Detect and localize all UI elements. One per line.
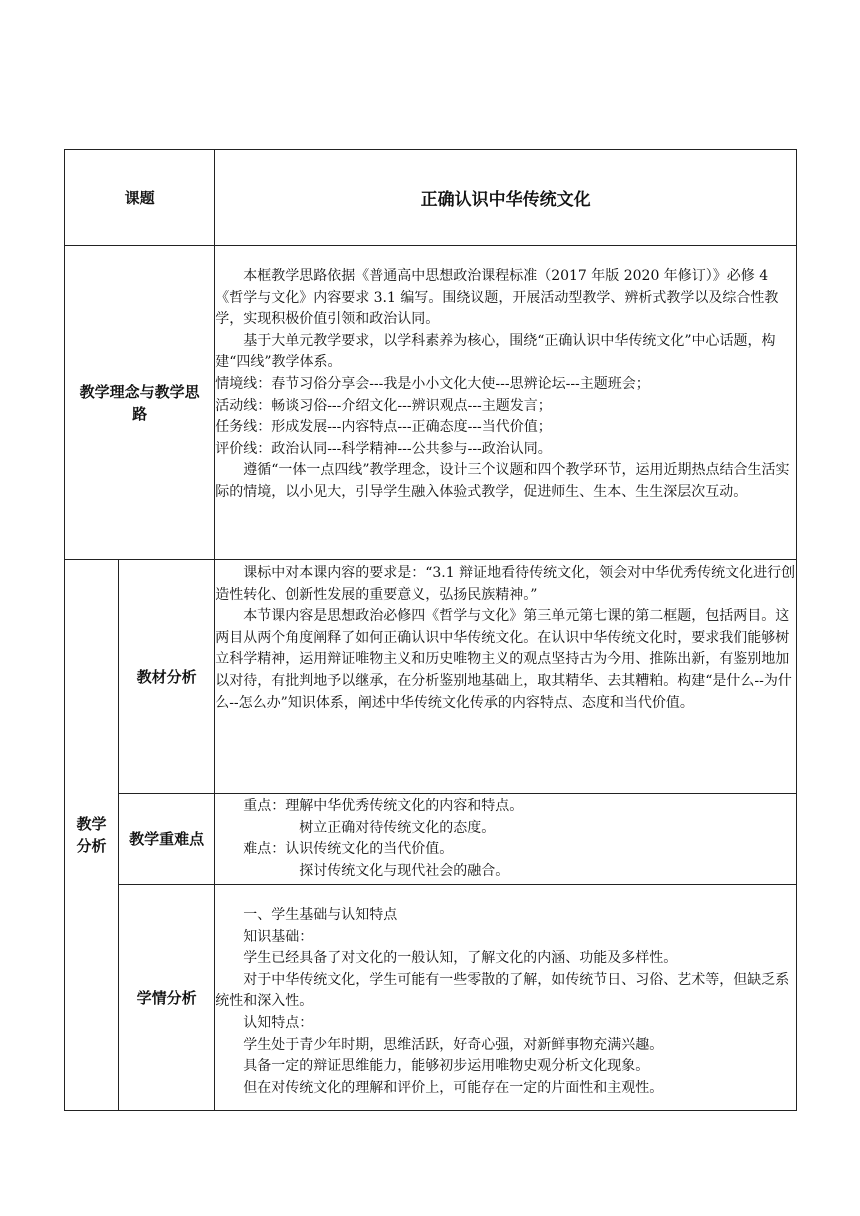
students-paragraph: 学生处于青少年时期，思维活跃，好奇心强，对新鲜事物充满兴趣。 [243, 1036, 664, 1053]
concept-line: 评价线：政治认同---科学精神---公共参与---政治认同。 [215, 440, 552, 457]
students-row [65, 885, 797, 1111]
concept-row [65, 246, 797, 560]
students-paragraph: 学生已经具备了对文化的一般认知，了解文化的内涵、功能及多样性。 [243, 950, 678, 967]
concept-paragraph: 遵循“一体一点四线”教学理念，设计三个议题和四个教学环节，运用近期热点结合生活实际的情境，以小见大，引导学生融入体验式教学，促进师生、生本、生生深层次互动。 [215, 462, 790, 500]
keypoints-content [215, 794, 797, 885]
students-heading: 一、学生基础与认知特点 [243, 907, 398, 923]
concept-label: 教学理念与教学思路 [65, 246, 215, 560]
textbook-row [65, 560, 797, 794]
students-content [215, 885, 797, 1111]
students-subheading: 知识基础： [243, 928, 314, 945]
difficult-point: 探讨传统文化与现代社会的融合。 [299, 862, 510, 879]
students-paragraph: 具备一定的辩证思维能力，能够初步运用唯物史观分析文化现象。 [243, 1058, 650, 1075]
topic-label: 课题 [65, 150, 215, 246]
concept-content [215, 246, 797, 560]
key-point: 重点：理解中华优秀传统文化的内容和特点。 [243, 798, 524, 814]
textbook-paragraph: 本节课内容是思想政治必修四《哲学与文化》第三单元第七课的第二框题，包括两目。这两目从两个角度阐释了如何正确认识中华传统文化。在认识中华传统文化时，要求我们能够树立科学精神，运用辩证唯物主义和历史唯物主义的观点坚持古为今用、推陈出新，有鉴别地加以对待，有批判地予以继承，在分析鉴别地基础上，取其精华、去其糟粕。构建“是什么--为什么--怎么办”知识体系，阐述中华传统文化传承的内容特点、态度和当代价值。 [215, 608, 792, 711]
concept-paragraph: 基于大单元教学要求，以学科素养为核心，围绕“正确认识中华传统文化”中心话题，构建“四线”教学体系。 [215, 332, 776, 371]
analysis-label: 教学分析 [65, 560, 119, 1111]
concept-line: 任务线：形成发展---内容特点---正确态度---当代价值； [215, 419, 552, 436]
concept-line: 活动线：畅谈习俗---介绍文化---辨识观点---主题发言； [215, 397, 552, 414]
students-label: 学情分析 [119, 885, 215, 1111]
students-paragraph: 对于中华传统文化，学生可能有一些零散的了解，如传统节日、习俗、艺术等，但缺乏系统性和深入性。 [215, 971, 790, 1010]
concept-line: 情境线：春节习俗分享会---我是小小文化大使---思辨论坛---主题班会； [215, 375, 650, 392]
students-paragraph: 但在对传统文化的理解和评价上，可能存在一定的片面性和主观性。 [243, 1079, 664, 1096]
keypoints-label: 教学重难点 [119, 794, 215, 885]
textbook-content [215, 560, 797, 794]
textbook-label: 教材分析 [119, 560, 215, 794]
lesson-plan-table [64, 149, 797, 1111]
key-point: 树立正确对待传统文化的态度。 [299, 819, 496, 836]
topic-value: 正确认识中华传统文化 [215, 150, 797, 246]
concept-paragraph: 本框教学思路依据《普通高中思想政治课程标准（2017 年版 2020 年修订）》必修 4《哲学与文化》内容要求 3.1 编写。围绕议题，开展活动型教学、辨析式教学以及综合性教学，实现积极价值引领和政治认同。 [215, 268, 779, 328]
topic-row [65, 150, 797, 246]
students-subheading: 认知特点： [243, 1014, 314, 1031]
difficult-point: 难点：认识传统文化的当代价值。 [243, 841, 454, 858]
textbook-paragraph: 课标中对本课内容的要求是：“3.1 辩证地看待传统文化，领会对中华优秀传统文化进行创造性转化、创新性发展的重要意义，弘扬民族精神。” [215, 565, 796, 603]
keypoints-row [65, 794, 797, 885]
